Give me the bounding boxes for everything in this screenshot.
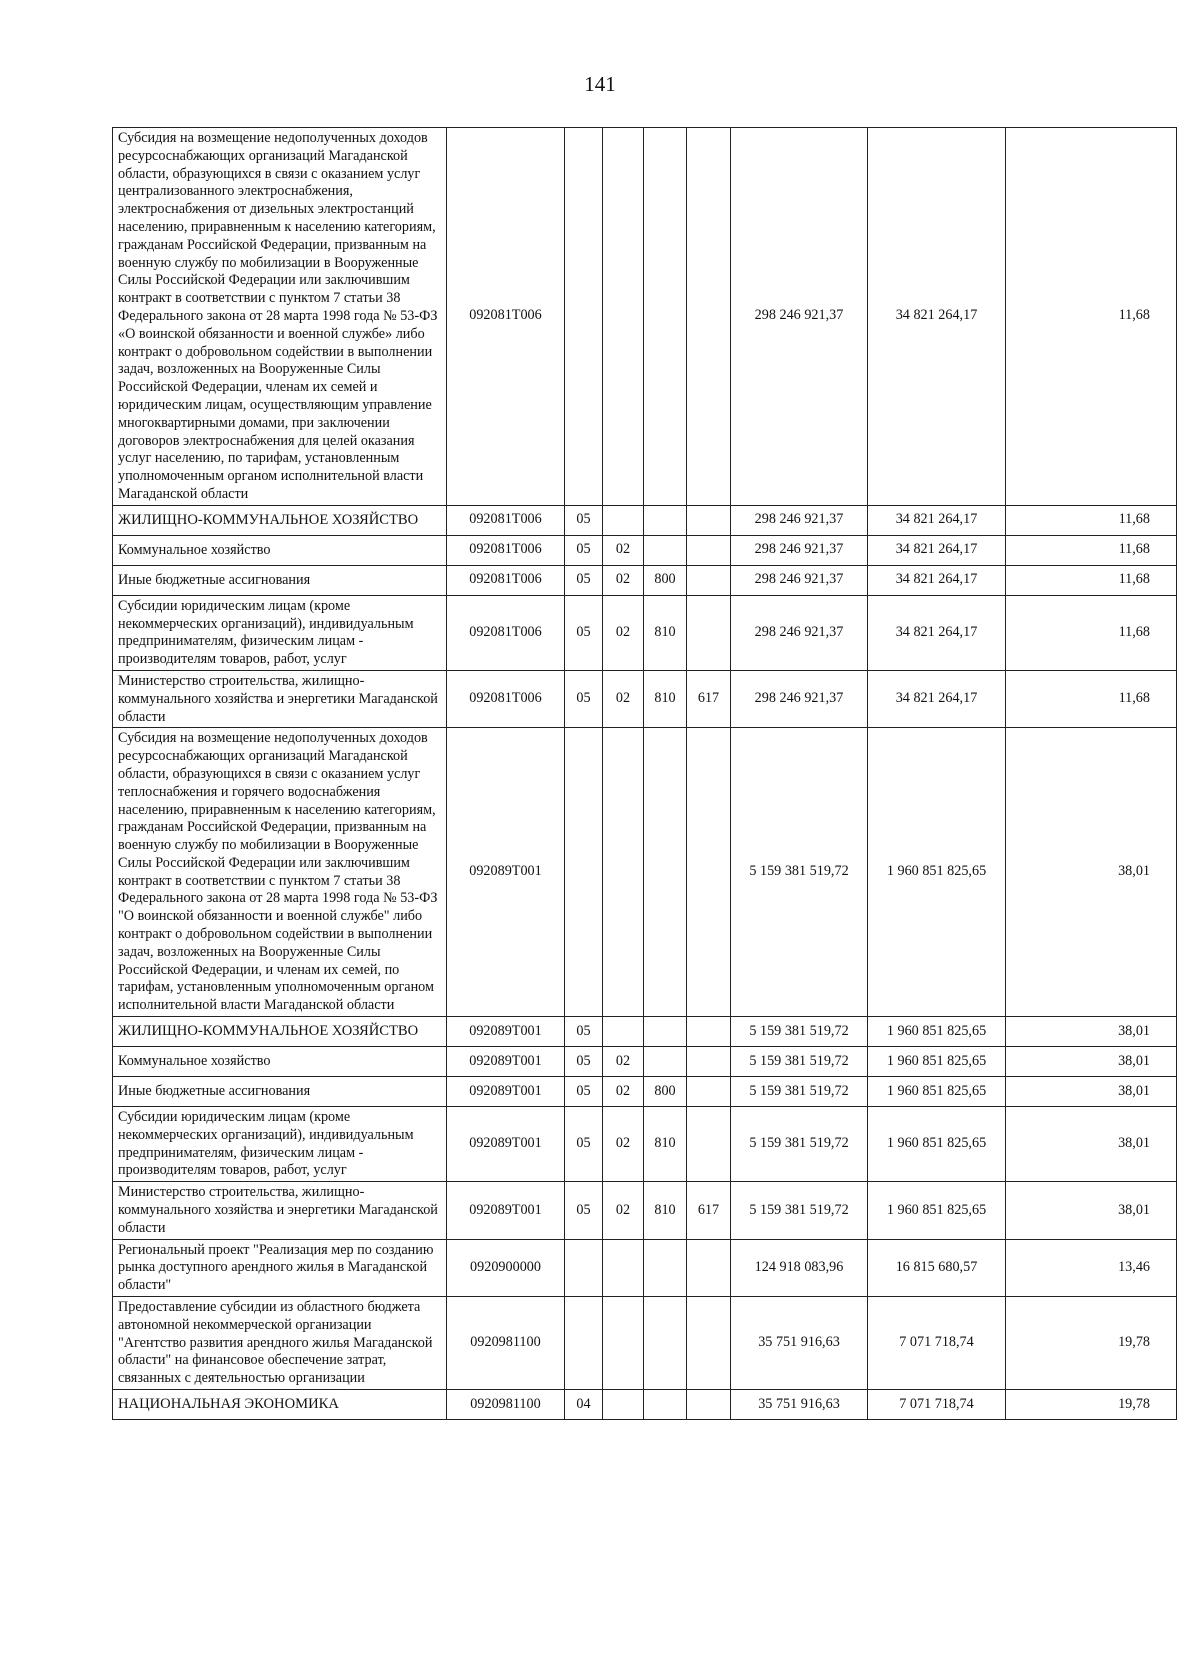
execution-percent-cell: 11,68 xyxy=(1006,128,1177,506)
planned-amount-cell: 298 246 921,37 xyxy=(731,595,868,670)
section-code-cell: 05 xyxy=(565,595,603,670)
target-article-code-cell: 092081Т006 xyxy=(447,595,565,670)
planned-amount-cell: 35 751 916,63 xyxy=(731,1297,868,1390)
execution-percent-cell: 19,78 xyxy=(1006,1390,1177,1420)
administrator-code-cell xyxy=(687,1077,731,1107)
section-code-cell: 05 xyxy=(565,1107,603,1182)
expense-type-code-cell: 800 xyxy=(644,565,687,595)
administrator-code-cell xyxy=(687,565,731,595)
planned-amount-cell: 35 751 916,63 xyxy=(731,1390,868,1420)
table-row xyxy=(113,1047,1177,1077)
section-code-cell: 05 xyxy=(565,505,603,535)
table-row xyxy=(113,1239,1177,1296)
table-row xyxy=(113,1017,1177,1047)
execution-percent-cell: 38,01 xyxy=(1006,1107,1177,1182)
subsection-code-cell: 02 xyxy=(603,565,644,595)
administrator-code-cell xyxy=(687,535,731,565)
actual-amount-cell: 34 821 264,17 xyxy=(868,565,1006,595)
table-body xyxy=(113,128,1177,1420)
subsection-code-cell: 02 xyxy=(603,595,644,670)
administrator-code-cell xyxy=(687,1297,731,1390)
planned-amount-cell: 5 159 381 519,72 xyxy=(731,1077,868,1107)
actual-amount-cell: 1 960 851 825,65 xyxy=(868,728,1006,1017)
actual-amount-cell: 1 960 851 825,65 xyxy=(868,1077,1006,1107)
target-article-code-cell: 092089Т001 xyxy=(447,1017,565,1047)
section-code-cell: 05 xyxy=(565,1047,603,1077)
section-code-cell: 05 xyxy=(565,1077,603,1107)
subsection-code-cell: 02 xyxy=(603,1182,644,1239)
administrator-code-cell xyxy=(687,1017,731,1047)
target-article-code-cell: 0920981100 xyxy=(447,1390,565,1420)
administrator-code-cell xyxy=(687,728,731,1017)
expense-type-code-cell: 810 xyxy=(644,670,687,727)
administrator-code-cell: 617 xyxy=(687,670,731,727)
administrator-code-cell xyxy=(687,595,731,670)
target-article-code-cell: 092089Т001 xyxy=(447,1182,565,1239)
target-article-code-cell: 092089Т001 xyxy=(447,1077,565,1107)
actual-amount-cell: 34 821 264,17 xyxy=(868,670,1006,727)
expense-type-code-cell xyxy=(644,1017,687,1047)
administrator-code-cell xyxy=(687,1239,731,1296)
execution-percent-cell: 11,68 xyxy=(1006,565,1177,595)
planned-amount-cell: 5 159 381 519,72 xyxy=(731,1047,868,1077)
expense-type-code-cell xyxy=(644,1239,687,1296)
subsection-code-cell: 02 xyxy=(603,1047,644,1077)
table-row xyxy=(113,1297,1177,1390)
expense-type-code-cell: 810 xyxy=(644,1182,687,1239)
subsection-code-cell: 02 xyxy=(603,535,644,565)
actual-amount-cell: 16 815 680,57 xyxy=(868,1239,1006,1296)
subsection-code-cell xyxy=(603,1017,644,1047)
execution-percent-cell: 38,01 xyxy=(1006,1017,1177,1047)
row-name-cell: Предоставление субсидии из областного бюджета автономной некоммерческой организации "Агентство развития арендного жилья Магаданской области" на финансовое обеспечение затрат, связанных с деятельностью организации xyxy=(113,1297,447,1390)
actual-amount-cell: 34 821 264,17 xyxy=(868,505,1006,535)
administrator-code-cell xyxy=(687,1047,731,1077)
subsection-code-cell xyxy=(603,1390,644,1420)
section-code-cell: 05 xyxy=(565,535,603,565)
row-name-cell: Субсидии юридическим лицам (кроме некоммерческих организаций), индивидуальным предпринимателям, физическим лицам - производителям товаров, работ, услуг xyxy=(113,595,447,670)
planned-amount-cell: 298 246 921,37 xyxy=(731,670,868,727)
expense-type-code-cell xyxy=(644,128,687,506)
target-article-code-cell: 092089Т001 xyxy=(447,1107,565,1182)
row-name-cell: Субсидия на возмещение недополученных доходов ресурсоснабжающих организаций Магаданской области, образующихся в связи с оказанием услуг централизованного электроснабжения, электроснабжения от дизельных электростанций населению, приравненным к населению категориям, гражданам Российской Федерации, призванным на военную службу по мобилизации в Вооруженные Силы Российской Федерации или заключившим контракт в соответствии с пунктом 7 статьи 38 Федерального закона от 28 марта 1998 года № 53-ФЗ «О воинской обязанности и военной службе» либо контракт о добровольном содействии в выполнении задач, возложенных на Вооруженные Силы Российской Федерации, членам их семей и юридическим лицам, осуществляющим управление многоквартирными домами, при заключении договоров электроснабжения для целей оказания услуг населению, по тарифам, установленным уполномоченным органом исполнительной власти Магаданской области xyxy=(113,128,447,506)
expense-type-code-cell xyxy=(644,535,687,565)
target-article-code-cell: 092081Т006 xyxy=(447,505,565,535)
row-name-cell: Иные бюджетные ассигнования xyxy=(113,565,447,595)
section-code-cell xyxy=(565,728,603,1017)
table-row xyxy=(113,1107,1177,1182)
actual-amount-cell: 1 960 851 825,65 xyxy=(868,1047,1006,1077)
execution-percent-cell: 11,68 xyxy=(1006,535,1177,565)
execution-percent-cell: 38,01 xyxy=(1006,1077,1177,1107)
section-code-cell: 05 xyxy=(565,565,603,595)
administrator-code-cell xyxy=(687,505,731,535)
target-article-code-cell: 0920981100 xyxy=(447,1297,565,1390)
expense-type-code-cell xyxy=(644,505,687,535)
target-article-code-cell: 092089Т001 xyxy=(447,1047,565,1077)
execution-percent-cell: 38,01 xyxy=(1006,1047,1177,1077)
subsection-code-cell: 02 xyxy=(603,1107,644,1182)
row-name-cell: Субсидии юридическим лицам (кроме некоммерческих организаций), индивидуальным предпринимателям, физическим лицам - производителям товаров, работ, услуг xyxy=(113,1107,447,1182)
execution-percent-cell: 11,68 xyxy=(1006,505,1177,535)
row-name-cell: ЖИЛИЩНО-КОММУНАЛЬНОЕ ХОЗЯЙСТВО xyxy=(113,505,447,535)
expense-type-code-cell xyxy=(644,1390,687,1420)
subsection-code-cell xyxy=(603,728,644,1017)
subsection-code-cell xyxy=(603,505,644,535)
table-row xyxy=(113,1182,1177,1239)
expense-type-code-cell xyxy=(644,1047,687,1077)
subsection-code-cell xyxy=(603,1297,644,1390)
administrator-code-cell xyxy=(687,1107,731,1182)
table-row xyxy=(113,728,1177,1017)
expense-type-code-cell xyxy=(644,1297,687,1390)
execution-percent-cell: 19,78 xyxy=(1006,1297,1177,1390)
actual-amount-cell: 7 071 718,74 xyxy=(868,1297,1006,1390)
actual-amount-cell: 7 071 718,74 xyxy=(868,1390,1006,1420)
budget-table xyxy=(112,127,1177,1420)
section-code-cell: 05 xyxy=(565,1017,603,1047)
target-article-code-cell: 092081Т006 xyxy=(447,128,565,506)
actual-amount-cell: 1 960 851 825,65 xyxy=(868,1017,1006,1047)
row-name-cell: Региональный проект "Реализация мер по созданию рынка доступного арендного жилья в Магаданской области" xyxy=(113,1239,447,1296)
target-article-code-cell: 092081Т006 xyxy=(447,565,565,595)
planned-amount-cell: 298 246 921,37 xyxy=(731,128,868,506)
administrator-code-cell xyxy=(687,1390,731,1420)
execution-percent-cell: 38,01 xyxy=(1006,728,1177,1017)
execution-percent-cell: 38,01 xyxy=(1006,1182,1177,1239)
table-row xyxy=(113,505,1177,535)
actual-amount-cell: 34 821 264,17 xyxy=(868,595,1006,670)
section-code-cell: 05 xyxy=(565,670,603,727)
target-article-code-cell: 092081Т006 xyxy=(447,535,565,565)
row-name-cell: Министерство строительства, жилищно-коммунального хозяйства и энергетики Магаданской области xyxy=(113,1182,447,1239)
planned-amount-cell: 298 246 921,37 xyxy=(731,505,868,535)
table-row xyxy=(113,595,1177,670)
planned-amount-cell: 5 159 381 519,72 xyxy=(731,1182,868,1239)
execution-percent-cell: 13,46 xyxy=(1006,1239,1177,1296)
target-article-code-cell: 0920900000 xyxy=(447,1239,565,1296)
subsection-code-cell xyxy=(603,128,644,506)
table-row xyxy=(113,565,1177,595)
section-code-cell: 05 xyxy=(565,1182,603,1239)
subsection-code-cell: 02 xyxy=(603,1077,644,1107)
administrator-code-cell xyxy=(687,128,731,506)
expense-type-code-cell xyxy=(644,728,687,1017)
planned-amount-cell: 5 159 381 519,72 xyxy=(731,1107,868,1182)
execution-percent-cell: 11,68 xyxy=(1006,595,1177,670)
row-name-cell: ЖИЛИЩНО-КОММУНАЛЬНОЕ ХОЗЯЙСТВО xyxy=(113,1017,447,1047)
expense-type-code-cell: 810 xyxy=(644,595,687,670)
actual-amount-cell: 34 821 264,17 xyxy=(868,535,1006,565)
row-name-cell: Субсидия на возмещение недополученных доходов ресурсоснабжающих организаций Магаданской области, образующихся в связи с оказанием услуг теплоснабжения и горячего водоснабжения населению, приравненным к населению категориям, гражданам Российской Федерации, призванным на военную службу по мобилизации в Вооруженные Силы Российской Федерации или заключившим контракт в соответствии с пунктом 7 статьи 38 Федерального закона от 28 марта 1998 года № 53-ФЗ "О воинской обязанности и военной службе" либо контракт о добровольном содействии в выполнении задач, возложенных на Вооруженные Силы Российской Федерации, и членам их семей, по тарифам, установленным уполномоченным органом исполнительной власти Магаданской области xyxy=(113,728,447,1017)
subsection-code-cell: 02 xyxy=(603,670,644,727)
row-name-cell: Министерство строительства, жилищно-коммунального хозяйства и энергетики Магаданской области xyxy=(113,670,447,727)
administrator-code-cell: 617 xyxy=(687,1182,731,1239)
table-row xyxy=(113,128,1177,506)
section-code-cell: 04 xyxy=(565,1390,603,1420)
table-row xyxy=(113,1390,1177,1420)
subsection-code-cell xyxy=(603,1239,644,1296)
section-code-cell xyxy=(565,1297,603,1390)
target-article-code-cell: 092081Т006 xyxy=(447,670,565,727)
row-name-cell: Коммунальное хозяйство xyxy=(113,535,447,565)
expense-type-code-cell: 800 xyxy=(644,1077,687,1107)
table-row xyxy=(113,670,1177,727)
section-code-cell xyxy=(565,128,603,506)
page-number: 141 xyxy=(584,72,616,96)
planned-amount-cell: 5 159 381 519,72 xyxy=(731,1017,868,1047)
expense-type-code-cell: 810 xyxy=(644,1107,687,1182)
row-name-cell: Иные бюджетные ассигнования xyxy=(113,1077,447,1107)
actual-amount-cell: 1 960 851 825,65 xyxy=(868,1107,1006,1182)
table-row xyxy=(113,1077,1177,1107)
planned-amount-cell: 5 159 381 519,72 xyxy=(731,728,868,1017)
planned-amount-cell: 298 246 921,37 xyxy=(731,535,868,565)
table-row xyxy=(113,535,1177,565)
row-name-cell: НАЦИОНАЛЬНАЯ ЭКОНОМИКА xyxy=(113,1390,447,1420)
execution-percent-cell: 11,68 xyxy=(1006,670,1177,727)
actual-amount-cell: 1 960 851 825,65 xyxy=(868,1182,1006,1239)
planned-amount-cell: 298 246 921,37 xyxy=(731,565,868,595)
target-article-code-cell: 092089Т001 xyxy=(447,728,565,1017)
section-code-cell xyxy=(565,1239,603,1296)
row-name-cell: Коммунальное хозяйство xyxy=(113,1047,447,1077)
actual-amount-cell: 34 821 264,17 xyxy=(868,128,1006,506)
planned-amount-cell: 124 918 083,96 xyxy=(731,1239,868,1296)
